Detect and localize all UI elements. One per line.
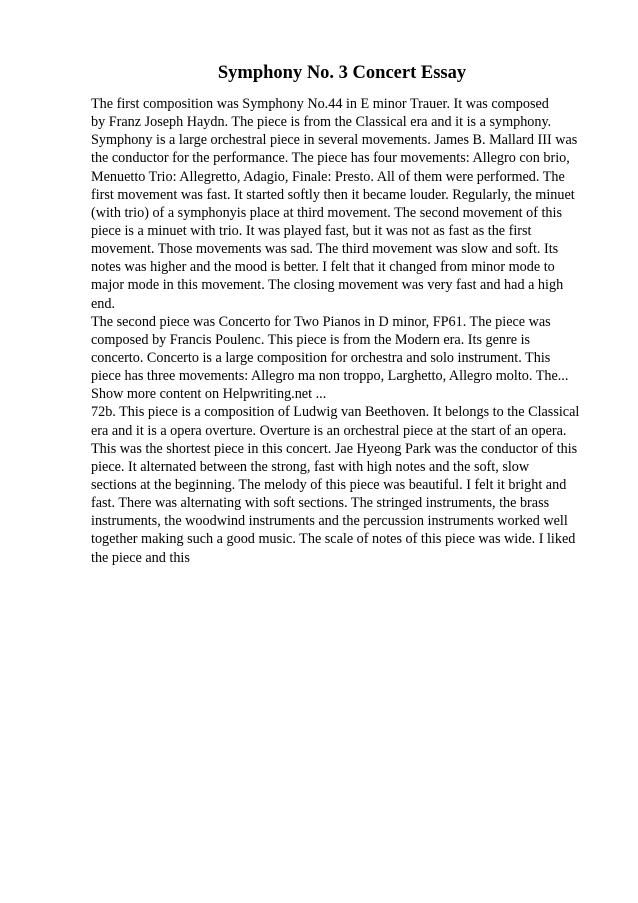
body-line: movement. Those movements was sad. The third movement was slow and soft. Its: [91, 241, 559, 258]
body-line: together making such a good music. The scale of notes of this piece was wide. I liked: [91, 531, 576, 548]
body-line: (with trio) of a symphonyis place at third movement. The second movement of this: [91, 204, 562, 221]
body-line: first movement was fast. It started softly then it became louder. Regularly, the minuet: [91, 186, 575, 203]
body-line: The first composition was Symphony No.44 in E minor Trauer. It was composed: [91, 96, 549, 112]
show-more-link[interactable]: Show more content on Helpwriting.net ...: [91, 386, 327, 403]
body-line: The second piece was Concerto for Two Pianos in D minor, FP61. The piece was: [91, 313, 551, 330]
body-line: instruments, the woodwind instruments and the percussion instruments worked well: [91, 513, 568, 530]
body-line: This was the shortest piece in this concert. Jae Hyeong Park was the conductor of this: [91, 440, 578, 457]
body-line: 72b. This piece is a composition of Ludwig van Beethoven. It belongs to the Classical: [91, 404, 580, 421]
document-body: [91, 95, 601, 567]
body-line: major mode in this movement. The closing movement was very fast and had a high: [91, 277, 564, 294]
body-line: Menuetto Trio: Allegretto, Adagio, Finale: Presto. All of them were performed. The: [91, 168, 565, 185]
document-title: Symphony No. 3 Concert Essay: [217, 63, 467, 83]
body-line: by Franz Joseph Haydn. The piece is from the Classical era and it is a symphony.: [91, 114, 552, 131]
body-line: piece is a minuet with trio. It was played fast, but it was not as fast as the first: [91, 222, 532, 239]
body-line: sections at the beginning. The melody of this piece was beautiful. I felt it bright and: [91, 476, 567, 493]
body-line: notes was higher and the mood is better. I felt that it changed from minor mode to: [91, 259, 555, 276]
body-line: fast. There was alternating with soft sections. The stringed instruments, the brass: [91, 495, 550, 512]
body-line: concerto. Concerto is a large composition for orchestra and solo instrument. This: [91, 349, 551, 366]
body-line: end.: [91, 295, 116, 312]
body-line: composed by Francis Poulenc. This piece is from the Modern era. Its genre is: [91, 331, 531, 348]
body-line: piece has three movements: Allegro ma non troppo, Larghetto, Allegro molto. The...: [91, 368, 569, 385]
body-line: the piece and this: [91, 549, 190, 566]
body-line: Symphony is a large orchestral piece in several movements. James B. Mallard III was: [91, 132, 578, 149]
body-line: era and it is a opera overture. Overture is an orchestral piece at the start of an opera.: [91, 422, 567, 439]
body-line: the conductor for the performance. The piece has four movements: Allegro con brio,: [91, 150, 570, 167]
body-line: piece. It alternated between the strong, fast with high notes and the soft, slow: [91, 458, 530, 475]
